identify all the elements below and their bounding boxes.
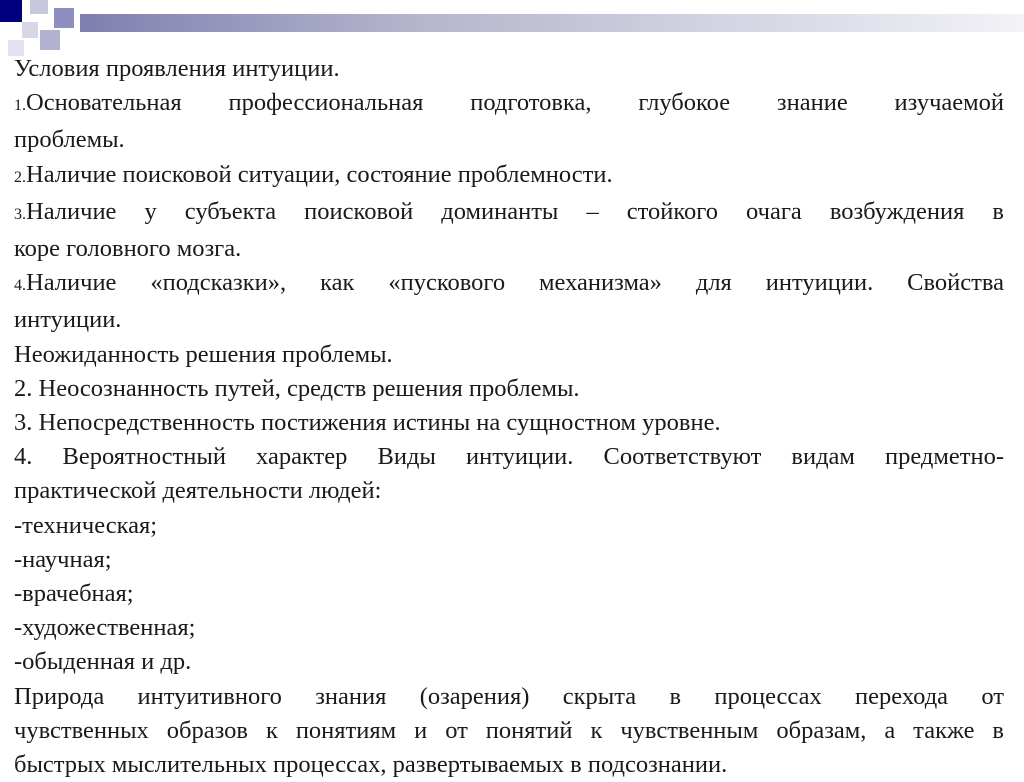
kind-technical: -техническая; (14, 511, 158, 539)
heading-conditions: Условия проявления интуиции. (14, 55, 340, 82)
condition-1-continued: проблемы. (14, 126, 125, 154)
property-3: 3. Непосредственность постижения истины на сущностном уровне. (14, 409, 721, 437)
condition-1: 1.Основательная профессиональная подготовка, глубокое знание изучаемой (14, 89, 1004, 117)
kind-medical: -врачебная; (14, 580, 134, 608)
condition-number: 2. (14, 168, 26, 186)
property-4-continued: практической деятельности людей: (14, 477, 382, 505)
condition-number: 3. (14, 205, 26, 223)
nature-paragraph-line-1: Природа интуитивного знания (озарения) скрыта в процессах перехода от (14, 682, 1004, 710)
header-decoration (0, 0, 1024, 60)
property-2: 2. Неосознанность путей, средств решения проблемы. (14, 374, 580, 402)
header-square (54, 8, 74, 28)
nature-paragraph-line-3: быстрых мыслительных процессах, развертываемых в подсознании. (14, 751, 728, 779)
kind-everyday: -обыденная и др. (14, 648, 192, 676)
kind-artistic: -художественная; (14, 614, 196, 642)
condition-2: 2.Наличие поисковой ситуации, состояние проблемности. (14, 160, 613, 188)
condition-3: 3.Наличие у субъекта поисковой доминанты – стойкого очага возбуждения в (14, 197, 1004, 225)
property-4: 4. Вероятностный характер Виды интуиции. Соответствуют видам предметно- (14, 443, 1004, 471)
condition-4-continued: интуиции. (14, 306, 122, 334)
slide-text (14, 52, 1004, 782)
condition-number: 1. (14, 97, 26, 115)
header-gradient-bar (80, 14, 1024, 32)
condition-4: 4.Наличие «подсказки», как «пускового механизма» для интуиции. Свойства (14, 269, 1004, 297)
header-square (40, 30, 60, 50)
kind-scientific: -научная; (14, 545, 112, 573)
nature-paragraph-line-2: чувственных образов к понятиям и от понятий к чувственным образам, а также в (14, 716, 1004, 744)
condition-number: 4. (14, 277, 26, 295)
property-1: Неожиданность решения проблемы. (14, 340, 393, 368)
header-square (30, 0, 48, 14)
header-square (22, 22, 38, 38)
condition-3-continued: коре головного мозга. (14, 235, 242, 263)
header-square (0, 0, 22, 22)
